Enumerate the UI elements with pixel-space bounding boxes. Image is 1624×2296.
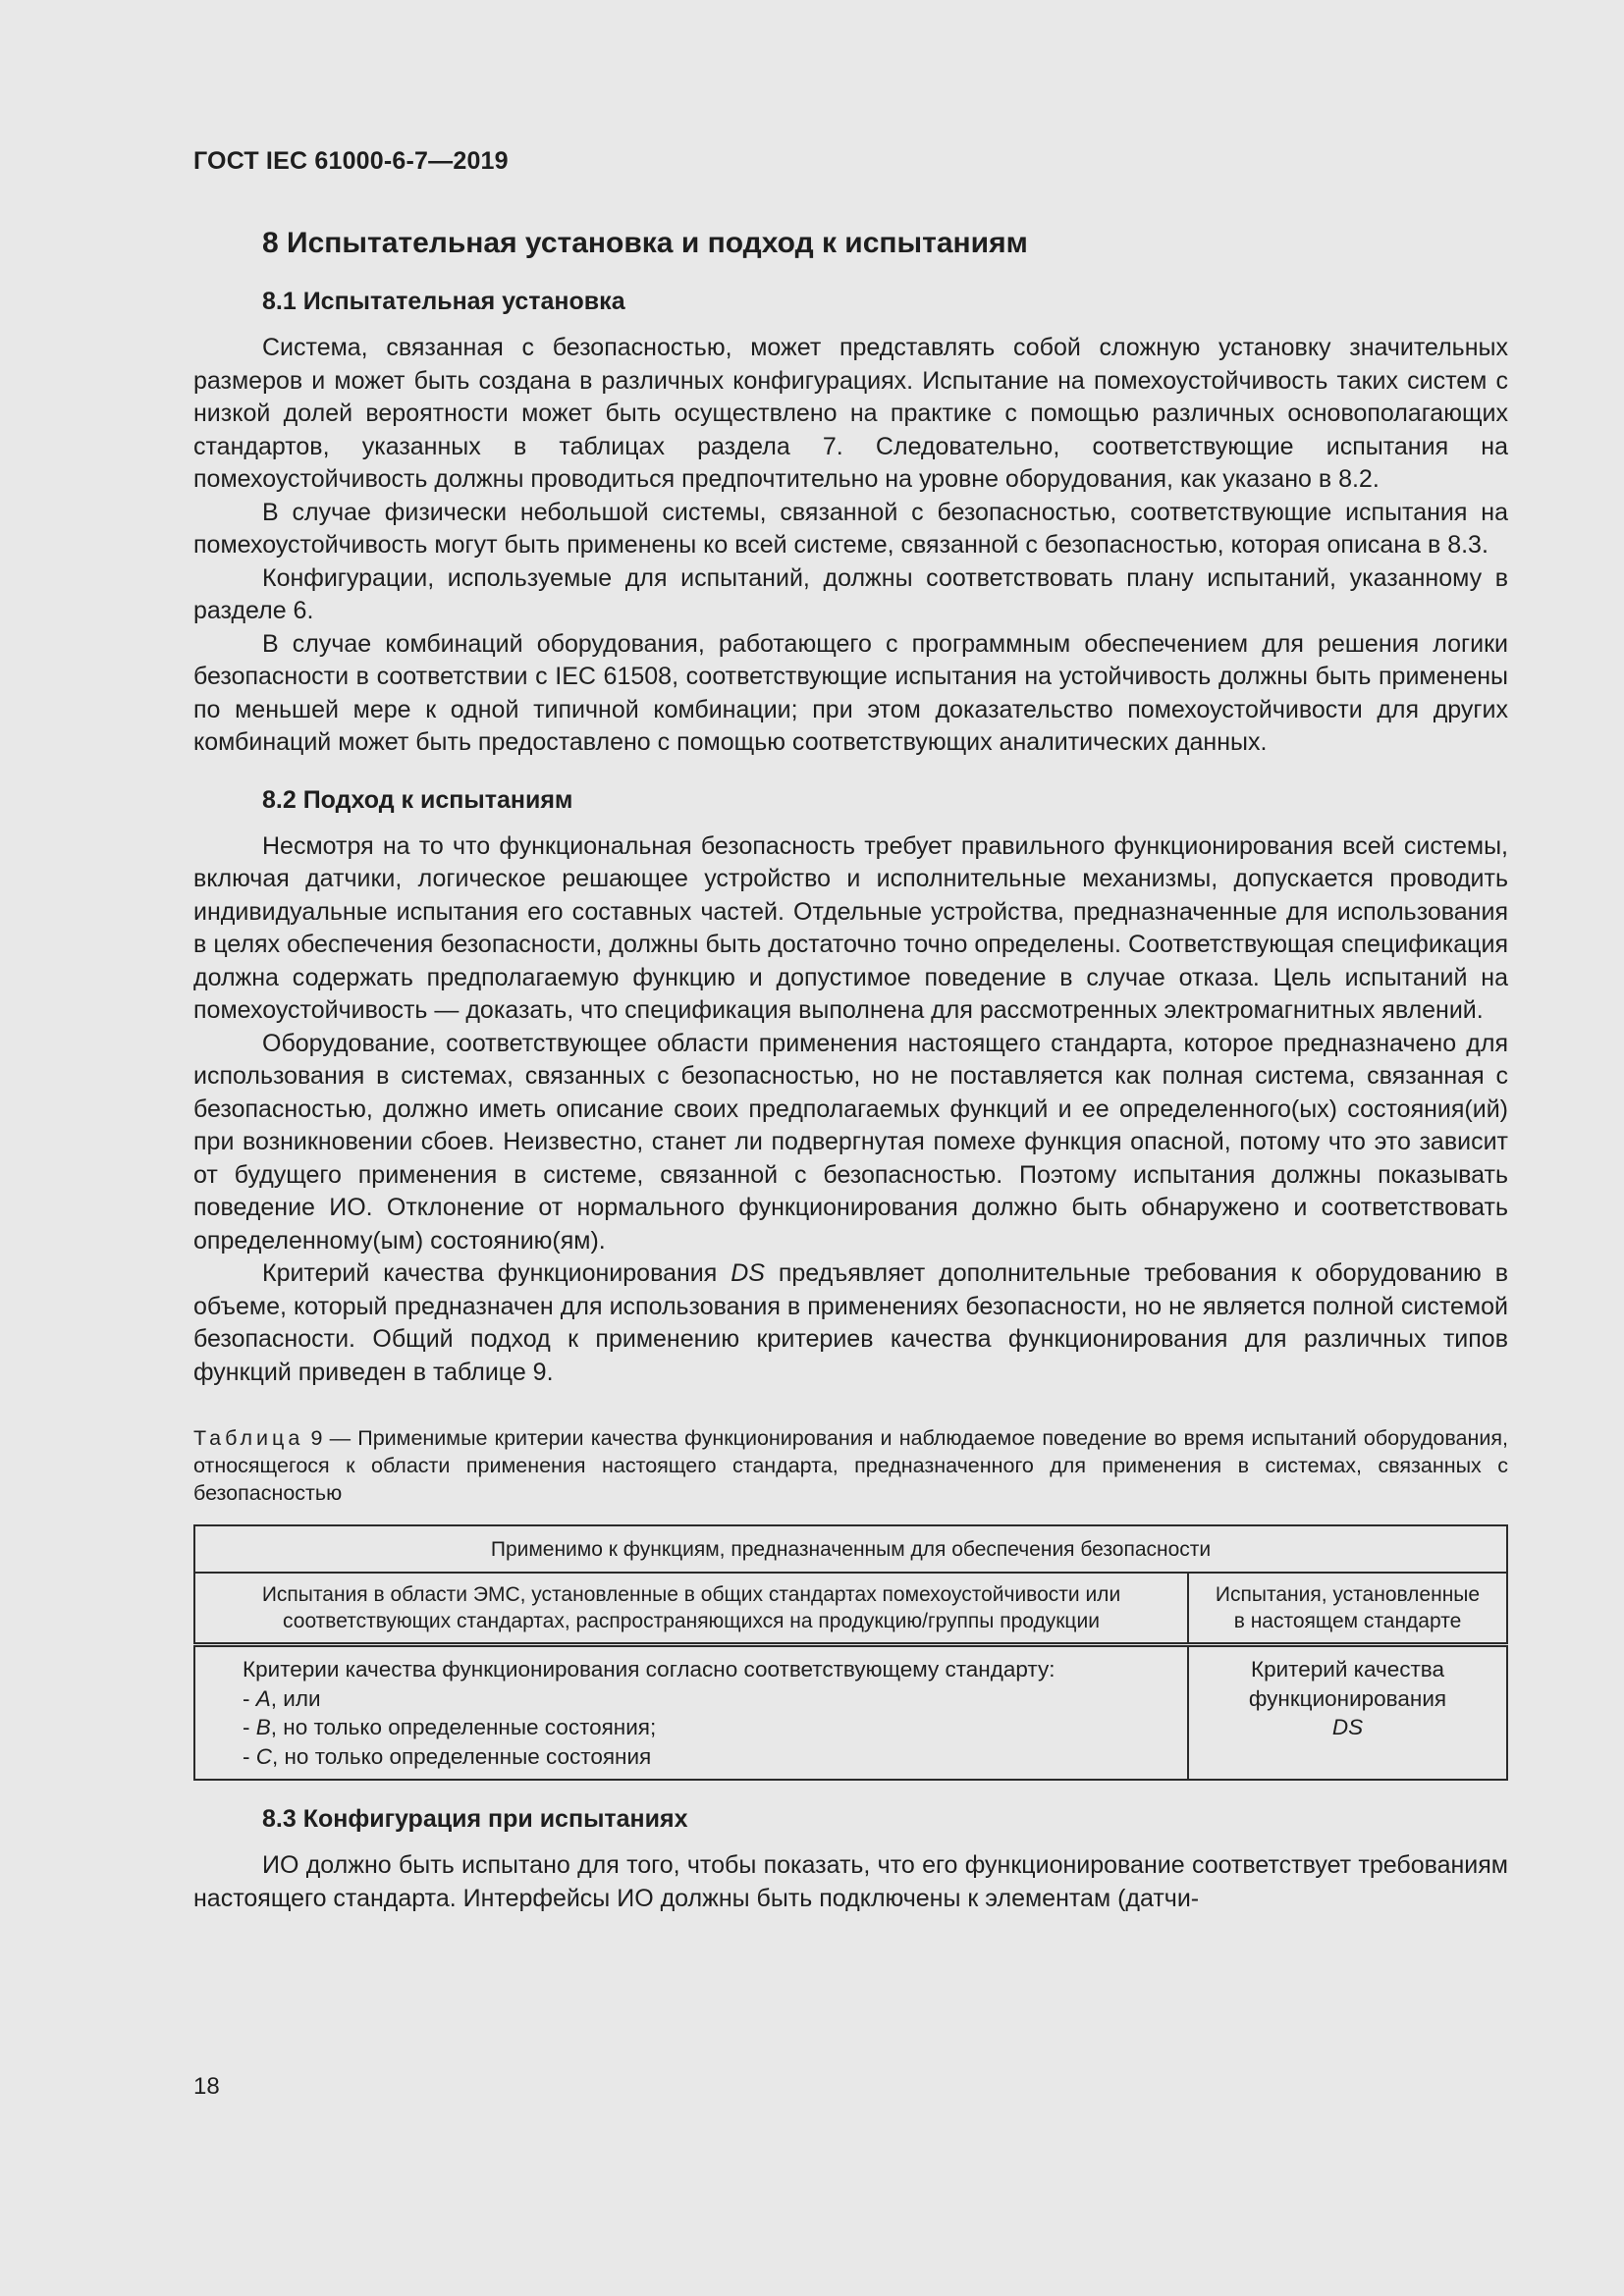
criteria-letter: A: [255, 1685, 271, 1711]
table-col2-header: [1188, 1573, 1507, 1645]
section-8-1-paragraph: Конфигурации, используемые для испытаний, должны соответствовать плану испытаний, указанному в разделе 6.: [193, 563, 1508, 624]
criteria-text: , или: [270, 1685, 321, 1711]
col2-header-line: Испытания, установленные: [1215, 1583, 1481, 1606]
criteria-item: [243, 1713, 1173, 1742]
page-number: 18: [193, 2073, 220, 2100]
table-9: [193, 1524, 1508, 1781]
section-8-3-title: 8.3 Конфигурация при испытаниях: [262, 1805, 688, 1833]
section-8-3-paragraph: ИО должно быть испытано для того, чтобы показать, что его функционирование соответствует требованиям настоящего стандарта. Интерфейсы ИО должны быть подключены к элементам (датчи-: [193, 1851, 1508, 1912]
table-header-cell: Применимо к функциям, предназначенным для обеспечения безопасности: [194, 1525, 1507, 1573]
criteria-dash: -: [243, 1715, 256, 1739]
section-8-2-paragraph: Оборудование, соответствующее области применения настоящего стандарта, которое предназначено для использования в системах, связанных с безопасностью, но не поставляется как полная система, связанная с безопасностью, должно иметь описание своих предполагаемых функций и ее определенного(ых) состояния(ий) при возникновении сбоев. Неизвестно, станет ли подвергнутая помехе функция опасной, потому что это зависит от будущего применения в системе, связанной с безопасностью. Поэтому испытания должны показывать поведение ИО. Отклонение от нормального функционирования должно быть обнаружено и соответствовать определенному(ым) состоянию(ям).: [193, 1029, 1508, 1255]
criteria-item: [243, 1742, 1173, 1772]
criterion-ds-label: DS: [1331, 1715, 1364, 1739]
table-col1-header: Испытания в области ЭМС, установленные в общих стандартах помехоустойчивости или соответствующих стандартах, распространяющихся на продукцию/группы продукции: [194, 1573, 1188, 1645]
col2-body-ds: [1203, 1713, 1492, 1742]
table-header-row: [194, 1525, 1507, 1573]
section-8-title: 8 Испытательная установка и подход к испытаниям: [262, 227, 1028, 259]
criteria-letter: B: [255, 1715, 271, 1739]
section-8-2-title: 8.2 Подход к испытаниям: [262, 785, 573, 814]
paragraph-text: Критерий качества функционирования: [262, 1259, 731, 1287]
criteria-dash: -: [243, 1685, 256, 1711]
paragraph-text: предъявляет дополнительные требования к оборудованию в объеме, который предназначен для использования в применениях безопасности, но не является полной системой безопасности. Общий подход к применению критериев качества функционирования для различных типов функций приведен в таблице 9.: [193, 1259, 1508, 1386]
col2-body-line: Критерий качества: [1250, 1657, 1445, 1682]
col2-body-line: функционирования: [1248, 1685, 1447, 1711]
section-8-1-paragraph: В случае комбинаций оборудования, работающего с программным обеспечением для решения логики безопасности в соответствии с IEC 61508, соответствующие испытания на устойчивость должны быть применены по меньшей мере к одной типичной комбинации; при этом доказательство помехоустойчивости для других комбинаций может быть предоставлено с помощью соответствующих аналитических данных.: [193, 629, 1508, 756]
criteria-letter: C: [255, 1743, 272, 1769]
table-caption-text: 9 — Применимые критерии качества функционирования и наблюдаемое поведение во время испытаний оборудования, относящегося к области применения настоящего стандарта, предназначенного для применения в системах, связанных с безопасностью: [193, 1426, 1508, 1505]
section-8-2-paragraph-performance-criterion: [193, 1257, 1508, 1389]
criteria-list: [243, 1684, 1173, 1772]
section-8-2-paragraph: Несмотря на то что функциональная безопасность требует правильного функционирования всей системы, включая датчики, логическое решающее устройство и исполнительные механизмы, допускается проводить индивидуальные испытания его составных частей. Отдельные устройства, предназначенные для использования в целях обеспечения безопасности, должны быть достаточно точно определены. Соответствующая спецификация должна содержать предполагаемую функцию и допустимое поведение в случае отказа. Цель испытаний на помехоустойчивость — доказать, что спецификация выполнена для рассмотренных электромагнитных явлений.: [193, 831, 1508, 1024]
table-col2-body: [1188, 1645, 1507, 1781]
table-caption-prefix: Таблица: [193, 1426, 304, 1450]
table-col1-body: [194, 1645, 1188, 1781]
criteria-intro: Критерии качества функционирования согласно соответствующему стандарту:: [243, 1657, 1056, 1682]
criteria-item: [243, 1684, 1173, 1714]
criteria-text: , но только определенные состояния;: [270, 1715, 657, 1739]
section-8-1-paragraph: Система, связанная с безопасностью, может представлять собой сложную установку значительных размеров и может быть создана в различных конфигурациях. Испытание на помехоустойчивость таких систем с низкой долей вероятности может быть осуществлено на практике с помощью различных основополагающих стандартов, указанных в таблицах раздела 7. Следовательно, соответствующие испытания на помехоустойчивость должны проводиться предпочтительно на уровне оборудования, как указано в 8.2.: [193, 334, 1508, 493]
section-8-1-title: 8.1 Испытательная установка: [262, 288, 625, 315]
criterion-ds-label: DS: [731, 1259, 765, 1287]
table-9-caption: [193, 1424, 1508, 1507]
criteria-text: , но только определенные состояния: [272, 1743, 652, 1769]
table-subheader-row: [194, 1573, 1507, 1645]
document-code-header: ГОСТ IEC 61000-6-7—2019: [193, 147, 509, 175]
section-8-1-paragraph: В случае физически небольшой системы, связанной с безопасностью, соответствующие испытания на помехоустойчивость могут быть применены ко всей системе, связанной с безопасностью, которая описана в 8.3.: [193, 498, 1508, 559]
col2-header-line: в настоящем стандарте: [1233, 1610, 1462, 1632]
table-body-row: [194, 1645, 1507, 1781]
criteria-dash: -: [243, 1743, 256, 1769]
document-body: [193, 224, 1508, 1915]
